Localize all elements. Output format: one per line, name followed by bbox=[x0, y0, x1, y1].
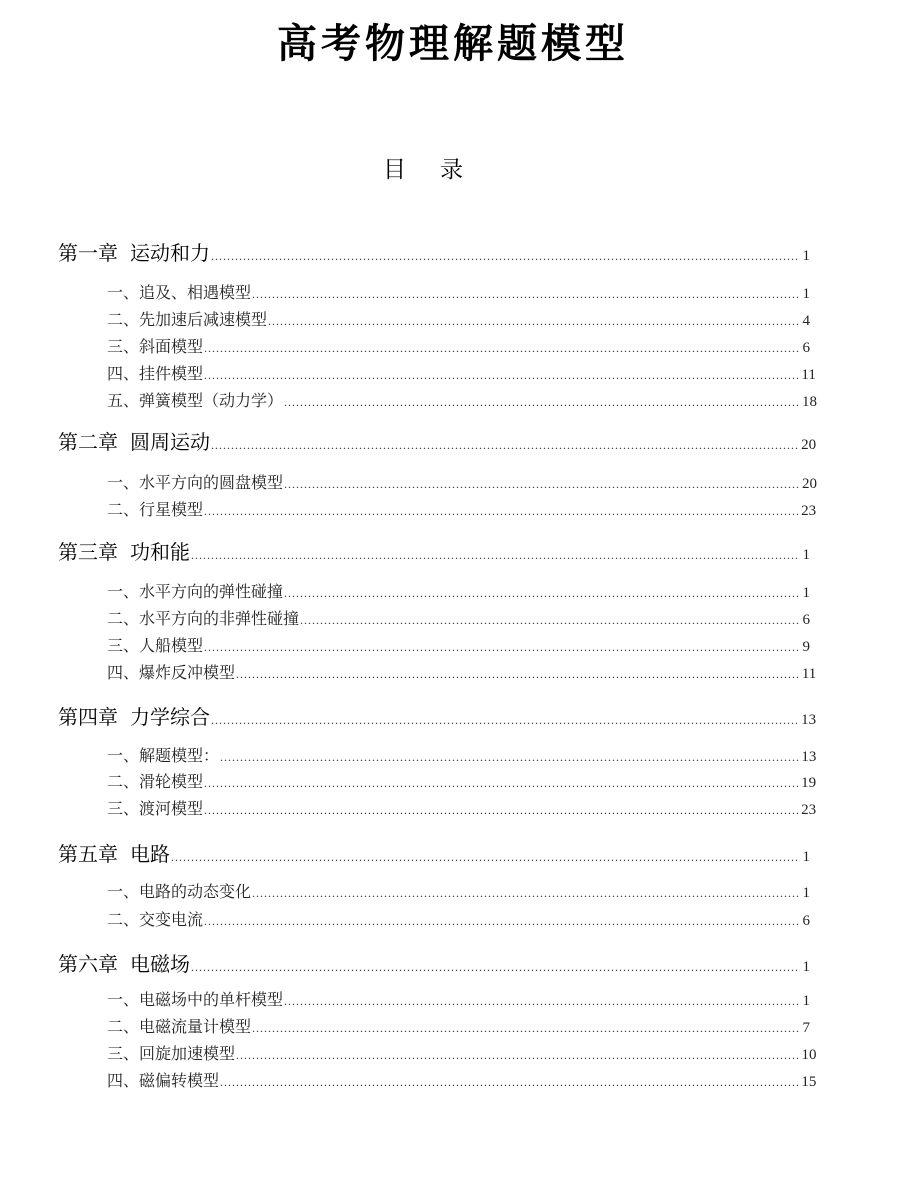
dot-leader bbox=[204, 500, 799, 522]
chapter-title: 功和能 bbox=[130, 540, 190, 564]
dot-leader bbox=[211, 707, 799, 733]
dot-leader bbox=[220, 1071, 799, 1093]
page-number: 18 bbox=[802, 394, 817, 410]
dot-leader bbox=[211, 243, 800, 269]
dot-leader bbox=[252, 283, 800, 305]
chapter-number: 第四章 bbox=[58, 705, 118, 729]
dot-leader bbox=[236, 663, 800, 685]
dot-leader bbox=[220, 746, 799, 768]
toc-section-4-3[interactable] bbox=[107, 798, 817, 821]
page-number: 4 bbox=[802, 313, 810, 329]
section-label: 二、电磁流量计模型 bbox=[107, 1017, 252, 1036]
section-label: 三、斜面模型 bbox=[107, 337, 204, 356]
toc-section-1-3[interactable] bbox=[107, 336, 810, 359]
chapter-number: 第六章 bbox=[58, 952, 118, 976]
toc-section-5-2[interactable] bbox=[107, 909, 810, 932]
dot-leader bbox=[284, 990, 800, 1012]
page-number: 6 bbox=[802, 612, 810, 628]
dot-leader bbox=[236, 1044, 800, 1066]
section-label: 二、滑轮模型 bbox=[107, 772, 204, 791]
section-label: 一、水平方向的弹性碰撞 bbox=[107, 582, 284, 601]
toc-chapter-4[interactable] bbox=[58, 704, 817, 733]
page-number: 6 bbox=[802, 913, 810, 929]
toc-section-1-1[interactable] bbox=[107, 282, 810, 305]
section-label: 一、水平方向的圆盘模型 bbox=[107, 473, 284, 492]
chapter-title: 圆周运动 bbox=[130, 430, 210, 454]
page-number: 15 bbox=[801, 1074, 817, 1090]
toc-heading bbox=[0, 154, 846, 186]
dot-leader bbox=[204, 636, 800, 658]
page-number: 13 bbox=[801, 749, 817, 765]
toc-section-6-3[interactable] bbox=[107, 1043, 817, 1066]
chapter-title: 力学综合 bbox=[130, 705, 210, 729]
dot-leader bbox=[191, 954, 800, 980]
toc-section-3-2[interactable] bbox=[107, 608, 810, 631]
dot-leader bbox=[204, 337, 800, 359]
page-number: 11 bbox=[801, 666, 817, 682]
dot-leader bbox=[204, 772, 799, 794]
toc-chapter-2[interactable] bbox=[58, 429, 817, 458]
page-number: 1 bbox=[802, 286, 810, 302]
toc-section-2-2[interactable] bbox=[107, 499, 817, 522]
dot-leader bbox=[268, 310, 800, 332]
dot-leader bbox=[191, 542, 800, 568]
dot-leader bbox=[204, 799, 799, 821]
section-label: 二、交变电流 bbox=[107, 910, 204, 929]
page-number: 23 bbox=[801, 802, 817, 818]
page-number: 1 bbox=[802, 993, 810, 1009]
page-number: 19 bbox=[801, 775, 817, 791]
section-label: 五、弹簧模型（动力学） bbox=[107, 391, 284, 410]
section-label: 四、磁偏转模型 bbox=[107, 1071, 220, 1090]
toc-section-4-1[interactable] bbox=[107, 745, 817, 768]
page-number: 6 bbox=[802, 340, 810, 356]
toc-chapter-5[interactable] bbox=[58, 841, 810, 870]
chapter-title: 电路 bbox=[130, 842, 170, 866]
toc-section-1-4[interactable] bbox=[107, 363, 816, 386]
toc-section-1-2[interactable] bbox=[107, 309, 810, 332]
dot-leader bbox=[171, 844, 800, 870]
toc-section-6-1[interactable] bbox=[107, 989, 810, 1012]
section-label: 一、电磁场中的单杆模型 bbox=[107, 990, 284, 1009]
page-number: 11 bbox=[801, 367, 816, 383]
section-label: 二、水平方向的非弹性碰撞 bbox=[107, 609, 300, 628]
toc-chapter-6[interactable] bbox=[58, 951, 810, 980]
page-number: 1 bbox=[802, 885, 810, 901]
dot-leader bbox=[204, 910, 800, 932]
toc-section-5-1[interactable] bbox=[107, 881, 810, 904]
dot-leader bbox=[252, 882, 800, 904]
toc-section-1-5[interactable] bbox=[107, 390, 817, 413]
toc-section-3-4[interactable] bbox=[107, 662, 817, 685]
dot-leader bbox=[284, 391, 800, 413]
section-label: 四、爆炸反冲模型 bbox=[107, 663, 236, 682]
page-number: 23 bbox=[801, 503, 817, 519]
page-number: 13 bbox=[801, 712, 817, 728]
page-number: 1 bbox=[802, 547, 810, 563]
chapter-number: 第五章 bbox=[58, 842, 118, 866]
page-number: 1 bbox=[802, 849, 810, 865]
dot-leader bbox=[284, 582, 800, 604]
page-number: 1 bbox=[802, 959, 810, 975]
toc-heading-char-1: 目 bbox=[383, 157, 406, 183]
dot-leader bbox=[284, 473, 800, 495]
chapter-number: 第三章 bbox=[58, 540, 118, 564]
section-label: 二、行星模型 bbox=[107, 500, 204, 519]
dot-leader bbox=[300, 609, 800, 631]
dot-leader bbox=[211, 432, 799, 458]
page-number: 20 bbox=[802, 476, 817, 492]
toc-heading-char-2: 录 bbox=[440, 157, 463, 183]
page-number: 10 bbox=[801, 1047, 817, 1063]
page-number: 20 bbox=[801, 437, 817, 453]
dot-leader bbox=[204, 364, 799, 386]
page-number: 9 bbox=[802, 639, 810, 655]
section-label: 二、先加速后减速模型 bbox=[107, 310, 268, 329]
toc-chapter-3[interactable] bbox=[58, 539, 810, 568]
toc-section-3-3[interactable] bbox=[107, 635, 810, 658]
section-label: 一、解题模型： bbox=[107, 746, 220, 765]
chapter-title: 电磁场 bbox=[130, 952, 190, 976]
section-label: 一、追及、相遇模型 bbox=[107, 283, 252, 302]
page-number: 1 bbox=[802, 585, 810, 601]
section-label: 三、渡河模型 bbox=[107, 799, 204, 818]
section-label: 四、挂件模型 bbox=[107, 364, 204, 383]
page-number: 7 bbox=[802, 1020, 810, 1036]
chapter-number: 第二章 bbox=[58, 430, 118, 454]
chapter-number: 第一章 bbox=[58, 241, 118, 265]
section-label: 三、人船模型 bbox=[107, 636, 204, 655]
page-number: 1 bbox=[802, 248, 810, 264]
document-title: 高考物理解题模型 bbox=[277, 20, 629, 67]
toc-section-4-2[interactable] bbox=[107, 771, 817, 794]
toc-chapter-1[interactable] bbox=[58, 240, 810, 269]
toc-section-6-2[interactable] bbox=[107, 1016, 810, 1039]
toc-section-2-1[interactable] bbox=[107, 472, 817, 495]
dot-leader bbox=[252, 1017, 800, 1039]
chapter-title: 运动和力 bbox=[130, 241, 210, 265]
section-label: 三、回旋加速模型 bbox=[107, 1044, 236, 1063]
toc-section-3-1[interactable] bbox=[107, 581, 810, 604]
toc-section-6-4[interactable] bbox=[107, 1070, 817, 1093]
section-label: 一、电路的动态变化 bbox=[107, 882, 252, 901]
